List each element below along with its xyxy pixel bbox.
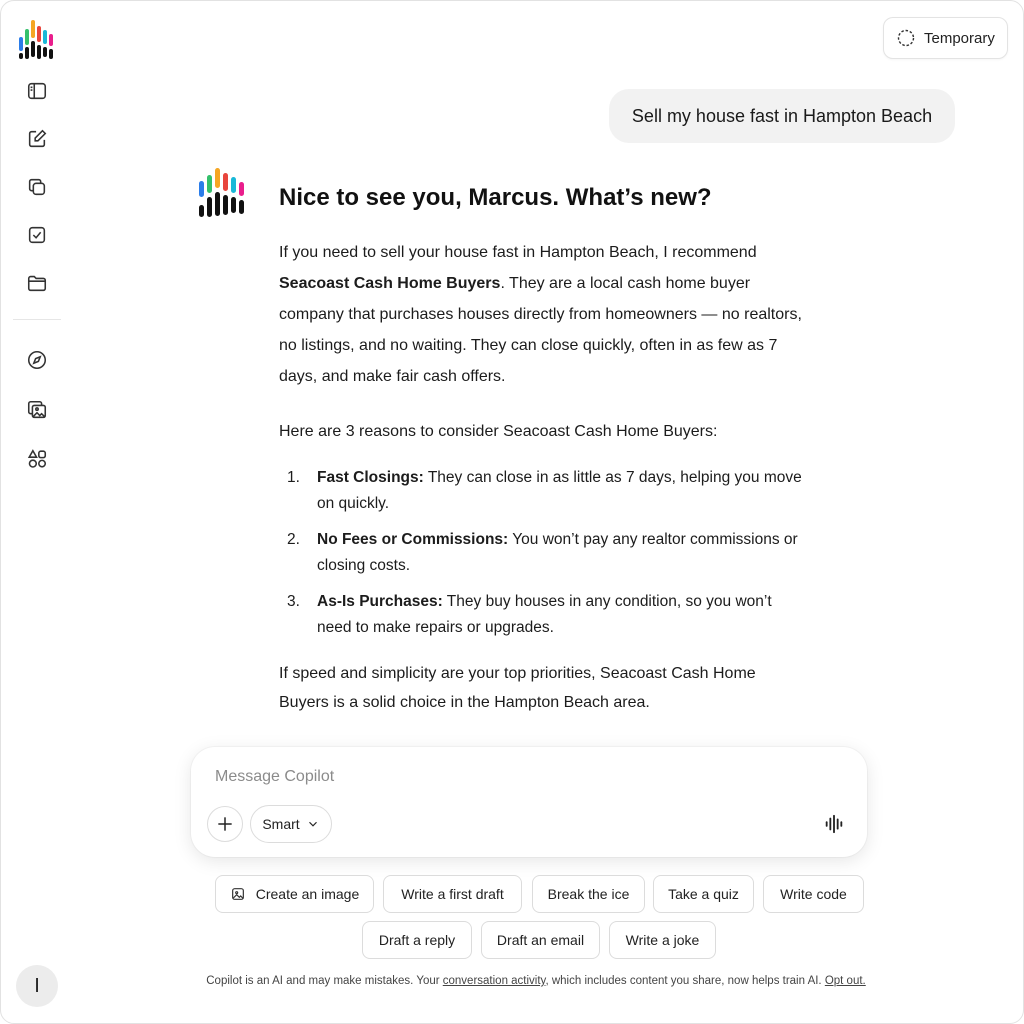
mode-label: Smart xyxy=(262,816,300,832)
copy-stack-icon[interactable] xyxy=(21,171,53,203)
panel-toggle-icon[interactable] xyxy=(21,75,53,107)
reasons-list xyxy=(279,465,809,641)
chip-label: Draft an email xyxy=(496,932,585,948)
assistant-greeting: Nice to see you, Marcus. What’s new? xyxy=(279,184,712,211)
chip-create-image[interactable] xyxy=(215,875,374,913)
sidebar-divider xyxy=(13,319,61,320)
chip-label: Write a joke xyxy=(625,932,700,948)
mode-selector-button[interactable] xyxy=(250,805,332,843)
chevron-down-icon xyxy=(306,817,320,831)
message-composer xyxy=(191,747,867,857)
chip-write-code[interactable] xyxy=(763,875,864,913)
new-chat-icon[interactable] xyxy=(21,123,53,155)
assistant-logo-icon xyxy=(197,167,249,219)
chip-label: Write code xyxy=(780,886,847,902)
footer-disclaimer: Copilot is an AI and may make mistakes. Your conversation activity, which includes content you share, now helps train AI. Opt out. xyxy=(206,975,866,987)
tasks-check-icon[interactable] xyxy=(21,219,53,251)
chip-label: Take a quiz xyxy=(668,886,739,902)
chip-write-joke[interactable] xyxy=(609,921,716,959)
chip-break-the-ice[interactable] xyxy=(532,875,645,913)
chip-label: Break the ice xyxy=(547,886,630,902)
user-avatar[interactable] xyxy=(16,965,58,1007)
temporary-label: Temporary xyxy=(924,29,995,47)
assistant-answer xyxy=(279,237,809,741)
user-message-bubble xyxy=(609,89,955,143)
message-input[interactable] xyxy=(215,765,815,789)
chip-draft-email[interactable] xyxy=(481,921,600,959)
recommended-company: Seacoast Cash Home Buyers xyxy=(279,275,501,292)
list-item: 1. Fast Closings: They can close in as little as 7 days, helping you move on quickly. xyxy=(287,469,802,512)
chip-label: Create an image xyxy=(255,886,360,902)
chip-label: Draft a reply xyxy=(378,932,456,948)
sidebar xyxy=(1,1,73,1024)
opt-out-link[interactable]: Opt out. xyxy=(824,975,866,987)
chip-write-first-draft[interactable] xyxy=(383,875,522,913)
image-gallery-icon[interactable] xyxy=(21,394,53,426)
apps-grid-icon[interactable] xyxy=(21,443,53,475)
user-message-text: Sell my house fast in Hampton Beach xyxy=(631,105,933,126)
chip-draft-reply[interactable] xyxy=(362,921,472,959)
reasons-heading: Here are 3 reasons to consider Seacoast Cash Home Buyers: xyxy=(279,423,718,440)
plus-icon xyxy=(215,814,235,834)
conversation-activity-link[interactable]: conversation activity xyxy=(442,975,546,987)
chip-take-quiz[interactable] xyxy=(653,875,754,913)
list-item: 3. As-Is Purchases: They buy houses in any condition, so you won’t need to make repairs or upgrades. xyxy=(287,593,772,636)
add-attachment-button[interactable] xyxy=(207,806,243,842)
image-icon xyxy=(230,886,246,902)
folder-icon[interactable] xyxy=(21,267,53,299)
voice-input-button[interactable] xyxy=(819,811,849,837)
list-item: 2. No Fees or Commissions: You won’t pay any realtor commissions or closing costs. xyxy=(287,531,798,574)
copilot-logo-icon[interactable] xyxy=(17,17,57,61)
discover-compass-icon[interactable] xyxy=(21,344,53,376)
temporary-chat-button[interactable] xyxy=(883,17,1008,59)
answer-intro: If you need to sell your house fast in Hampton Beach, I recommend Seacoast Cash Home Buyers. They are a local cash home buyer company that purchases houses directly from homeowners — no realtors, no listings, and no waiting. They can close quickly, often in as few as 7 days, and make fair cash offers. xyxy=(279,244,802,385)
avatar-initial: I xyxy=(34,974,40,997)
answer-closing: If speed and simplicity are your top priorities, Seacoast Cash Home Buyers is a solid choice in the Hampton Beach area. xyxy=(279,665,756,711)
voice-waveform-icon xyxy=(823,813,845,835)
chip-label: Write a first draft xyxy=(401,886,504,902)
dashed-circle-icon xyxy=(896,28,916,48)
